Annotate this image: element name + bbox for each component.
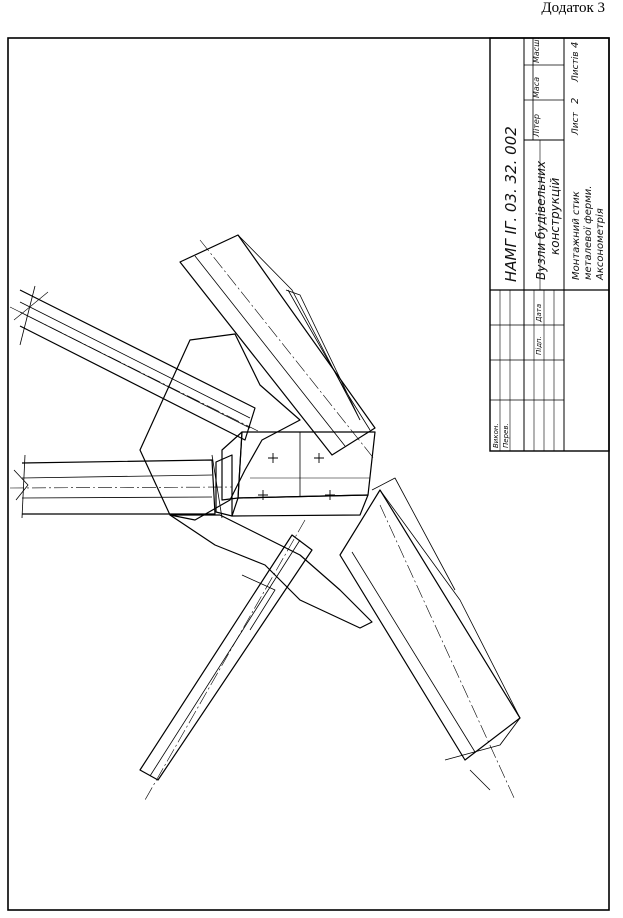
date-column-label: Дата xyxy=(535,303,543,322)
lower-right-chord xyxy=(340,490,520,800)
drawing-subtitle-line3: Аксонометрія xyxy=(595,208,606,280)
sheet-number: 2 xyxy=(570,97,581,104)
appendix-label: Додаток 3 xyxy=(541,0,605,16)
sign-column-label: Підп. xyxy=(535,336,543,355)
drawing-title-line2: конструкцій xyxy=(548,177,562,255)
drawing-subtitle-line2: металевої ферми. xyxy=(583,185,594,280)
drawing-subtitle-line1: Монтажний стик xyxy=(571,191,582,280)
mass-column-label: Маса xyxy=(532,76,541,98)
liter-column-label: Літер xyxy=(532,114,541,137)
drawing-title-line1: Вузли будівельних xyxy=(534,160,548,280)
bolt-marks xyxy=(258,453,335,500)
sheet-label: Лист xyxy=(571,112,581,135)
scale-column-label: Масш. xyxy=(532,36,541,63)
sheets-total: 4 xyxy=(570,41,581,48)
upper-right-chord xyxy=(180,235,375,460)
sheets-label: Листів xyxy=(571,51,581,82)
truss-joint-axonometry xyxy=(10,235,520,800)
drawn-by-label: Викон. xyxy=(492,423,500,448)
lower-left-diagonal xyxy=(140,520,312,800)
splice-plates xyxy=(216,432,375,516)
left-horizontal-member xyxy=(10,455,232,518)
drawing-designation: НАМГ ІГ. 03. 32. 002 xyxy=(502,126,520,282)
checked-by-label: Перев. xyxy=(502,423,510,448)
upper-left-diagonal xyxy=(10,286,258,440)
